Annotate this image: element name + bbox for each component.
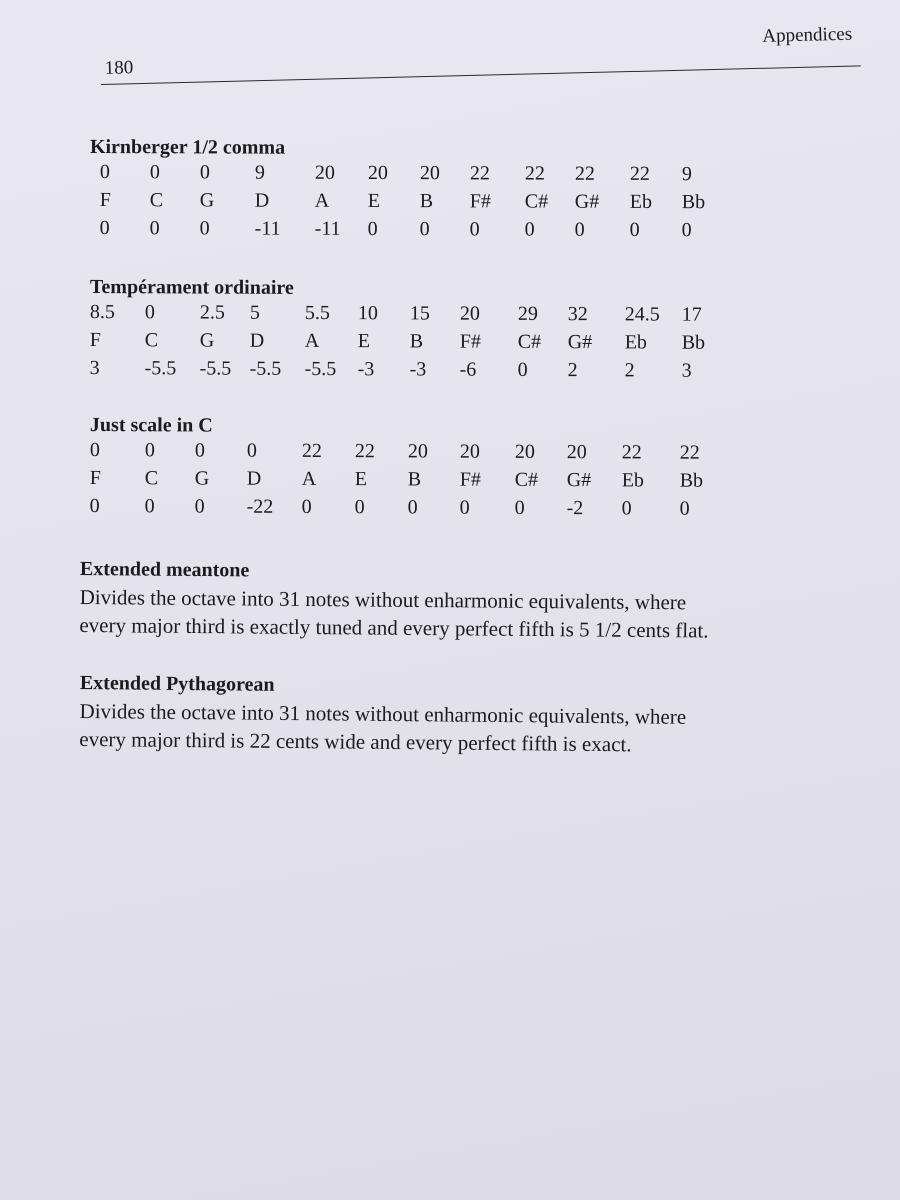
table-cell: E: [357, 330, 370, 353]
running-head: [100, 21, 861, 90]
table-cell: 0: [144, 301, 155, 324]
table-cell: 0: [246, 439, 257, 462]
table-row-upper-values: [89, 300, 702, 330]
table-cell: 0: [679, 497, 690, 520]
table-cell: 22: [574, 162, 595, 185]
table-cell: C#: [524, 190, 549, 213]
table-cell: 9: [681, 163, 692, 186]
table-cell: D: [254, 189, 270, 212]
table-cell: 5: [249, 301, 260, 324]
table-cell: D: [249, 329, 265, 352]
table-cell: 0: [459, 496, 470, 519]
table-cell: 0: [524, 218, 535, 241]
table-cell: 0: [144, 439, 155, 462]
table-row-lower-values: [90, 217, 692, 246]
table-cell: 0: [354, 496, 365, 519]
table-cell: C#: [514, 468, 539, 491]
table-title: Tempérament ordinaire: [89, 276, 294, 299]
table-cell: 0: [199, 217, 210, 240]
table-cell: 0: [99, 217, 110, 240]
table-cell: 0: [681, 219, 692, 242]
table-cell: Eb: [624, 331, 647, 354]
table-row-lower-values: [89, 494, 690, 524]
table-row-upper-values: [89, 438, 700, 468]
table-cell: 0: [419, 218, 430, 241]
table-cell: C: [144, 467, 159, 490]
table-cell: 22: [679, 441, 700, 464]
table-cell: E: [354, 468, 367, 491]
table-cell: 22: [301, 439, 322, 463]
table-cell: 10: [357, 302, 378, 325]
table-cell: G#: [566, 469, 592, 492]
table-cell: 0: [99, 161, 110, 184]
table-cell: 20: [514, 440, 535, 463]
table-cell: 0: [367, 217, 378, 241]
table-cell: 32: [567, 303, 588, 326]
table-cell: 0: [144, 495, 155, 518]
page-number: 180: [104, 57, 134, 79]
table-cell: 20: [367, 161, 388, 185]
table-cell: -5.5: [199, 357, 232, 380]
table-cell: 2: [624, 359, 635, 382]
table-cell: -22: [246, 495, 274, 518]
table-cell: 0: [469, 218, 480, 241]
table-row-note-names: [89, 466, 704, 496]
table-title: Just scale in C: [89, 414, 213, 437]
table-cell: E: [367, 189, 381, 213]
table-cell: Eb: [629, 190, 653, 213]
description-extended-meantone: [79, 558, 870, 646]
table-cell: 24.5: [624, 303, 660, 326]
table-cell: 20: [459, 440, 480, 463]
table-cell: 0: [89, 438, 100, 462]
table-cell: B: [409, 330, 424, 353]
table-cell: F#: [459, 468, 481, 491]
header-rule: [101, 65, 861, 85]
table-cell: 20: [419, 162, 440, 185]
table-cell: 0: [194, 439, 205, 462]
table-cell: 8.5: [89, 300, 115, 324]
table-cell: A: [304, 329, 320, 353]
table-cell: -3: [357, 358, 375, 381]
table-cell: G: [199, 329, 215, 352]
table-cell: C: [144, 329, 159, 352]
table-cell: F: [89, 466, 101, 490]
table-cell: C: [149, 189, 164, 212]
table-cell: -11: [314, 217, 341, 240]
section-title: Appendices: [762, 23, 853, 47]
table-cell: 20: [314, 161, 335, 184]
table-cell: 22: [354, 440, 375, 463]
table-cell: 22: [621, 441, 642, 464]
table-cell: G: [194, 467, 210, 490]
table-cell: B: [419, 190, 434, 213]
table-cell: F: [99, 189, 111, 212]
table-cell: -5.5: [249, 357, 282, 380]
table-cell: 20: [566, 441, 587, 464]
table-cell: F#: [469, 190, 491, 213]
table-cell: 15: [409, 302, 430, 325]
table-cell: 0: [629, 218, 640, 241]
table-title: Kirnberger 1/2 comma: [89, 136, 286, 159]
table-cell: 20: [407, 440, 428, 463]
table-cell: 20: [459, 302, 480, 325]
description-line: Divides the octave into 31 notes without enharmonic equivalents, where: [79, 698, 687, 729]
table-cell: 0: [301, 495, 312, 518]
table-cell: 22: [629, 162, 650, 185]
table-cell: Bb: [681, 331, 706, 354]
table-cell: -11: [254, 217, 281, 240]
table-row-note-names: [89, 328, 706, 358]
temperament-table-kirnberger: [89, 136, 706, 246]
table-cell: B: [407, 468, 422, 491]
table-row-lower-values: [89, 356, 692, 386]
table-cell: Bb: [681, 191, 706, 214]
table-cell: 2: [567, 359, 578, 382]
table-cell: 0: [517, 358, 528, 381]
table-row-upper-values: [90, 161, 692, 190]
table-cell: 17: [681, 303, 702, 326]
table-cell: 0: [621, 497, 632, 520]
table-cell: 0: [514, 496, 525, 519]
table-cell: 29: [517, 302, 538, 325]
table-cell: Eb: [621, 469, 644, 492]
table-cell: A: [301, 467, 317, 490]
table-cell: 5.5: [304, 301, 330, 325]
table-cell: G#: [567, 331, 593, 354]
table-cell: 0: [574, 218, 585, 241]
table-cell: -3: [409, 358, 427, 381]
table-cell: 0: [149, 161, 160, 184]
temperament-table-ordinaire: [89, 276, 706, 386]
table-cell: G: [199, 189, 215, 212]
table-cell: 0: [194, 495, 205, 518]
table-cell: 0: [89, 494, 100, 518]
table-row-note-names: [90, 189, 706, 218]
table-cell: 3: [89, 356, 100, 380]
table-cell: 0: [199, 161, 210, 184]
table-cell: F: [89, 328, 101, 352]
description-extended-pythagorean: [79, 672, 870, 761]
table-cell: 0: [149, 217, 160, 240]
table-cell: -6: [459, 358, 477, 381]
table-cell: 9: [254, 161, 265, 184]
table-cell: 2.5: [199, 301, 225, 324]
description-line: every major third is exactly tuned and every perfect fifth is 5 1/2 cents flat.: [79, 612, 709, 643]
table-cell: -5.5: [144, 357, 177, 380]
description-title: Extended Pythagorean: [79, 672, 275, 696]
table-cell: Bb: [679, 469, 704, 492]
table-cell: D: [246, 467, 262, 490]
table-cell: A: [314, 189, 330, 212]
table-cell: 3: [681, 359, 692, 382]
table-cell: -2: [566, 497, 584, 520]
temperament-table-just-scale: [89, 414, 704, 524]
description-title: Extended meantone: [79, 558, 250, 582]
table-cell: C#: [517, 330, 542, 353]
table-cell: 0: [407, 496, 418, 519]
table-cell: 22: [469, 162, 490, 185]
table-cell: 22: [524, 162, 545, 185]
table-cell: -5.5: [304, 357, 337, 381]
table-cell: F#: [459, 330, 481, 353]
description-line: Divides the octave into 31 notes without enharmonic equivalents, where: [79, 584, 687, 615]
description-line: every major third is 22 cents wide and every perfect fifth is exact.: [79, 726, 632, 757]
table-cell: G#: [574, 190, 600, 213]
